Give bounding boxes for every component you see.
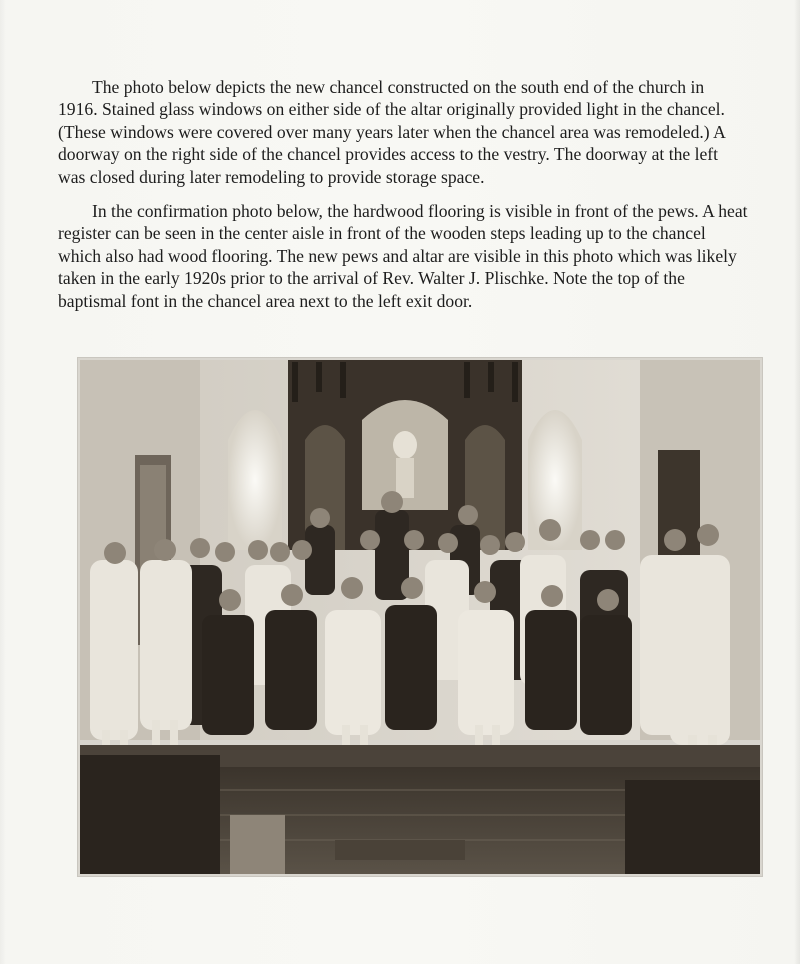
confirmation-photo (80, 360, 760, 874)
left-window (228, 410, 282, 550)
paragraph-chancel: The photo below depicts the new chancel constructed on the south end of the church in 1916. Stained glass windows on either side of the altar originally provided light in the chancel. (These windows were covered over many years later when the chancel area was remodeled.) A doorway on the right side of the chancel provides access to the vestry. The doorway at the left was closed during later remodeling to provide storage space. (58, 77, 725, 187)
heat-register (335, 840, 465, 860)
rug (230, 815, 285, 874)
photo-frame (78, 358, 762, 876)
left-pew (80, 755, 220, 874)
paragraph-confirmation: In the confirmation photo below, the hardwood flooring is visible in front of the pews. A heat register can be seen in the center aisle in front of the wooden steps leading up to the chancel which also had wood flooring. The new pews and altar are visible in this photo which was likely taken in the early 1920s prior to the arrival of Rev. Walter J. Plischke. Note the top of the baptismal font in the chancel area next to the left exit door. (58, 201, 748, 311)
body-text (58, 76, 748, 324)
photo-illustration (80, 360, 760, 874)
right-pew (625, 780, 760, 874)
